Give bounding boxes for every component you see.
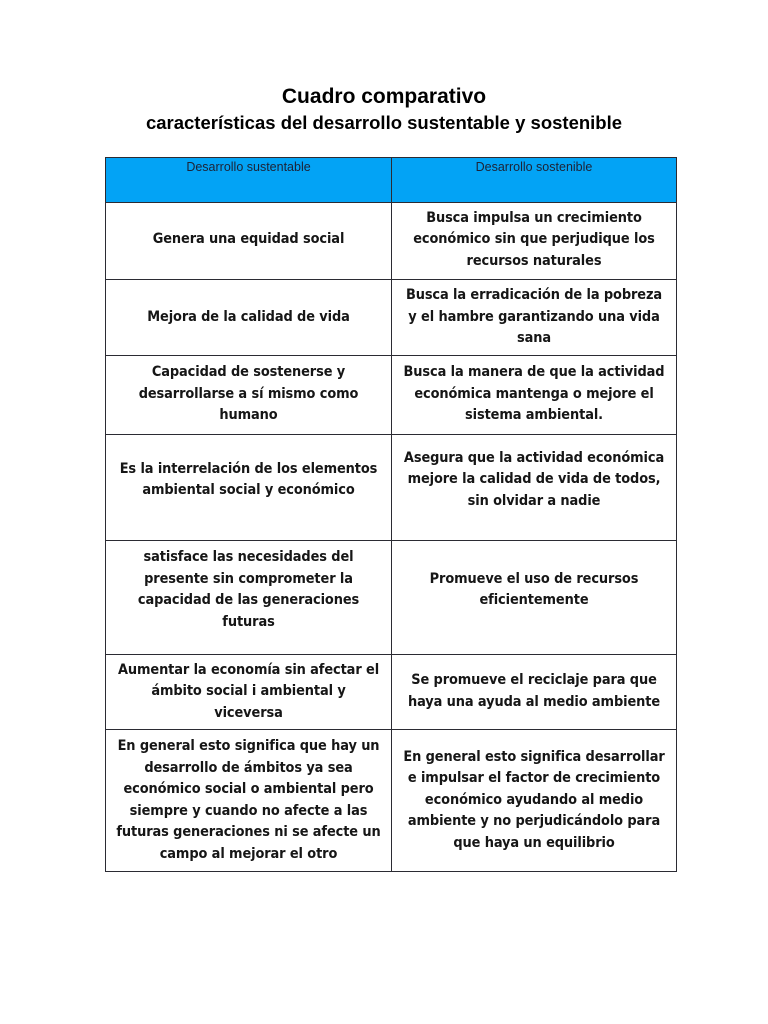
table-row — [106, 355, 677, 434]
cell-text: Genera una equidad social — [152, 231, 345, 248]
table-body — [106, 203, 677, 872]
cell-sostenible — [392, 540, 677, 654]
table-row — [106, 540, 677, 654]
cell-text: Promueve el uso de recursos eficientemente — [429, 570, 639, 608]
cell-text: Busca impulsa un crecimiento económico sin que perjudique los recursos naturales — [413, 209, 655, 269]
cell-sustentable — [106, 434, 392, 540]
table-row — [106, 654, 677, 730]
cell-text: Se promueve el reciclaje para que haya una ayuda al medio ambiente — [407, 672, 661, 710]
comparison-table — [105, 157, 677, 872]
column-header-sostenible-label: Desarrollo sostenible — [475, 160, 593, 174]
cell-text: En general esto significa que hay un desarrollo de ámbitos ya sea económico social o ambiental pero siempre y cuando no afecte a las futuras generaciones ni se afecte un campo al mejorar el otro — [116, 738, 381, 862]
table-header — [106, 158, 677, 203]
cell-text: Mejora de la calidad de vida — [147, 308, 350, 325]
cell-sostenible — [392, 730, 677, 872]
column-header-sustentable-label: Desarrollo sustentable — [186, 160, 311, 174]
cell-sostenible — [392, 280, 677, 356]
table-row — [106, 434, 677, 540]
column-header-sustentable — [106, 158, 392, 203]
title-block — [0, 84, 768, 135]
table-row — [106, 730, 677, 872]
cell-text: Aumentar la economía sin afectar el ámbito social i ambiental y viceversa — [117, 661, 380, 721]
cell-text: En general esto significa desarrollar e impulsar el factor de crecimiento económico ayudando al medio ambiente y no perjudicándolo para que haya un equilibrio — [403, 748, 665, 851]
cell-text: Capacidad de sostenerse y desarrollarse a sí mismo como humano — [138, 364, 359, 424]
cell-text: Asegura que la actividad económica mejore la calidad de vida de todos, sin olvidar a nadie — [403, 449, 665, 509]
cell-sostenible — [392, 654, 677, 730]
cell-sostenible — [392, 434, 677, 540]
table-header-row — [106, 158, 677, 203]
page-title: Cuadro comparativo — [281, 85, 487, 108]
table-row — [106, 280, 677, 356]
cell-text: Busca la manera de que la actividad económica mantenga o mejore el sistema ambiental. — [403, 364, 665, 424]
cell-text: Es la interrelación de los elementos ambiental social y económico — [119, 460, 378, 498]
cell-sostenible — [392, 355, 677, 434]
cell-sustentable — [106, 730, 392, 872]
cell-sustentable — [106, 203, 392, 280]
column-header-sostenible — [392, 158, 677, 203]
cell-sustentable — [106, 540, 392, 654]
cell-sostenible — [392, 203, 677, 280]
cell-sustentable — [106, 280, 392, 356]
page-subtitle: características del desarrollo sustentable y sostenible — [145, 112, 623, 133]
table-row — [106, 203, 677, 280]
cell-text: Busca la erradicación de la pobreza y el hambre garantizando una vida sana — [405, 287, 663, 346]
cell-text: satisface las necesidades del presente sin comprometer la capacidad de las generaciones futuras — [137, 549, 360, 630]
cell-sustentable — [106, 355, 392, 434]
cell-sustentable — [106, 654, 392, 730]
